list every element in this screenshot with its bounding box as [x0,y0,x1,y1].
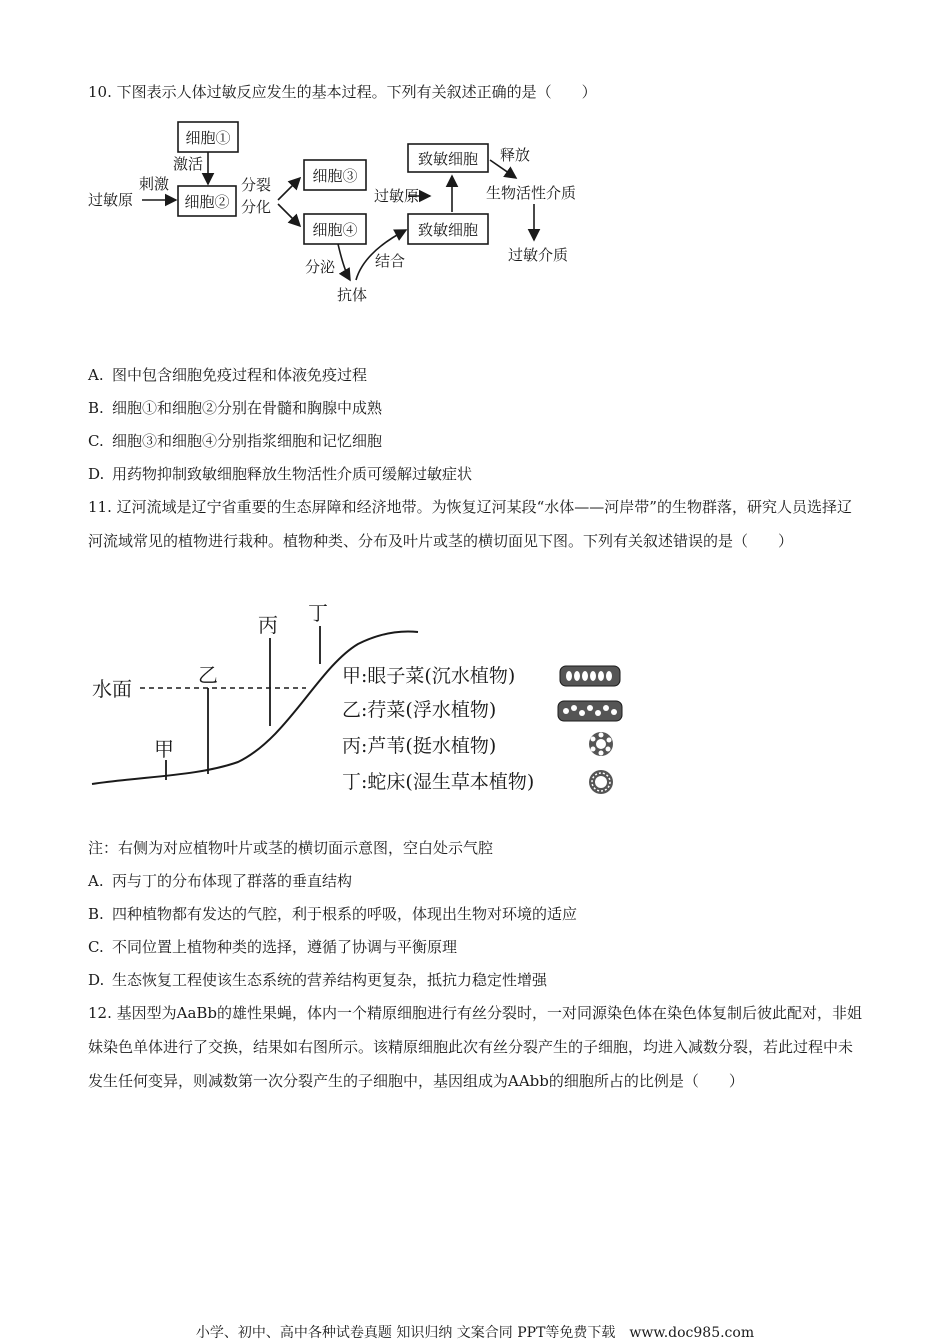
stem-section-ding-icon [589,770,613,794]
bing-label: 丙 [258,613,278,637]
option-text: 细胞③和细胞④分别指浆细胞和记忆细胞 [112,432,383,450]
option-label: C. [88,938,104,956]
differentiate-label: 分化 [240,198,272,216]
leaf-section-jia-icon [560,666,620,686]
jia-label: 甲 [154,737,174,761]
q11-option-d [88,970,547,990]
legend-ding: 丁:蛇床(湿生草本植物) [342,771,535,793]
q10-option-c [88,431,382,451]
arrow-to-cell3 [278,178,300,200]
cell1-label: 细胞① [185,129,231,147]
q10-stem: 10. 下图表示人体过敏反应发生的基本过程。下列有关叙述正确的是（ ） [88,83,597,101]
allergen-mid-label: 过敏原 [374,187,420,205]
legend-yi: 乙:荇菜(浮水植物) [342,699,497,721]
riverbank-diagram [88,598,628,808]
q10-option-b [88,398,382,418]
q10-option-a [88,365,367,385]
sensitized-top-label: 致敏细胞 [417,150,479,168]
antibody-label: 抗体 [336,286,368,304]
cell2-label: 细胞② [184,193,230,211]
option-text: 用药物抑制致敏细胞释放生物活性介质可缓解过敏症状 [112,465,473,483]
option-text: 不同位置上植物种类的选择，遵循了协调与平衡原理 [112,938,458,956]
cell4-label: 细胞④ [312,221,358,239]
option-label: A. [88,872,104,890]
leaf-section-yi-icon [558,701,622,721]
yi-label: 乙 [198,663,218,687]
q11-note: 注：右侧为对应植物叶片或茎的横切面示意图，空白处示气腔 [88,839,494,857]
q12-stem: 12. 基因型为AaBb的雄性果蝇，体内一个精原细胞进行有丝分裂时，一对同源染色体在染色体复制后彼此配对，非姐妹染色单体进行了交换，结果如右图所示。该精原细胞此次有丝分裂产生的子细胞，均进入减数分裂，若此过程中未发生任何变异，则减数第一次分裂产生的子细胞中，基因组成为AAbb的细胞所占的比例是（ ） [88,1004,863,1090]
water-surface-label: 水面 [92,677,132,701]
option-text: 生态恢复工程使该生态系统的营养结构更复杂，抵抗力稳定性增强 [112,971,548,989]
sensitized-bottom-label: 致敏细胞 [417,221,479,239]
option-text: 四种植物都有发达的气腔，利于根系的呼吸，体现出生物对环境的适应 [112,905,578,923]
activate-label: 激活 [172,155,204,173]
release-label: 释放 [500,146,531,164]
q11-option-b [88,904,577,924]
page-footer: 小学、初中、高中各种试卷真题 知识归纳 文案合同 PPT等免费下载 www.doc985.com [195,1325,755,1341]
bind-label: 结合 [374,252,406,270]
q10-option-d [88,464,472,484]
divide-label: 分裂 [240,176,272,194]
option-label: D. [88,465,105,483]
ding-label: 丁 [308,601,328,625]
mediator-label: 过敏介质 [508,246,569,264]
option-label: B. [88,905,104,923]
arrow-secrete [338,244,350,280]
q11-option-c [88,937,457,957]
stem-section-bing-icon [589,732,613,756]
option-text: 细胞①和细胞②分别在骨髓和胸腺中成熟 [112,399,383,417]
allergy-process-diagram [88,112,608,312]
secrete-label: 分泌 [304,258,336,276]
cell3-label: 细胞③ [312,167,358,185]
allergen-left-label: 过敏原 [88,191,134,209]
option-text: 图中包含细胞免疫过程和体液免疫过程 [112,366,368,384]
legend-bing: 丙:芦苇(挺水植物) [342,735,497,757]
bioactive-label: 生物活性介质 [486,184,577,202]
option-text: 丙与丁的分布体现了群落的垂直结构 [112,872,353,890]
arrow-to-cell4 [278,204,300,226]
legend-jia: 甲:眼子菜(沉水植物) [342,665,516,687]
option-label: A. [88,366,104,384]
q11-option-a [88,871,352,891]
option-label: B. [88,399,104,417]
q11-stem: 11. 辽河流域是辽宁省重要的生态屏障和经济地带。为恢复辽河某段“水体——河岸带”的生物群落，研究人员选择辽河流域常见的植物进行栽种。植物种类、分布及叶片或茎的横切面见下图。下列有关叙述错误的是（ ） [88,498,852,550]
option-label: C. [88,432,104,450]
option-label: D. [88,971,105,989]
stimulate-label: 刺激 [138,175,170,193]
